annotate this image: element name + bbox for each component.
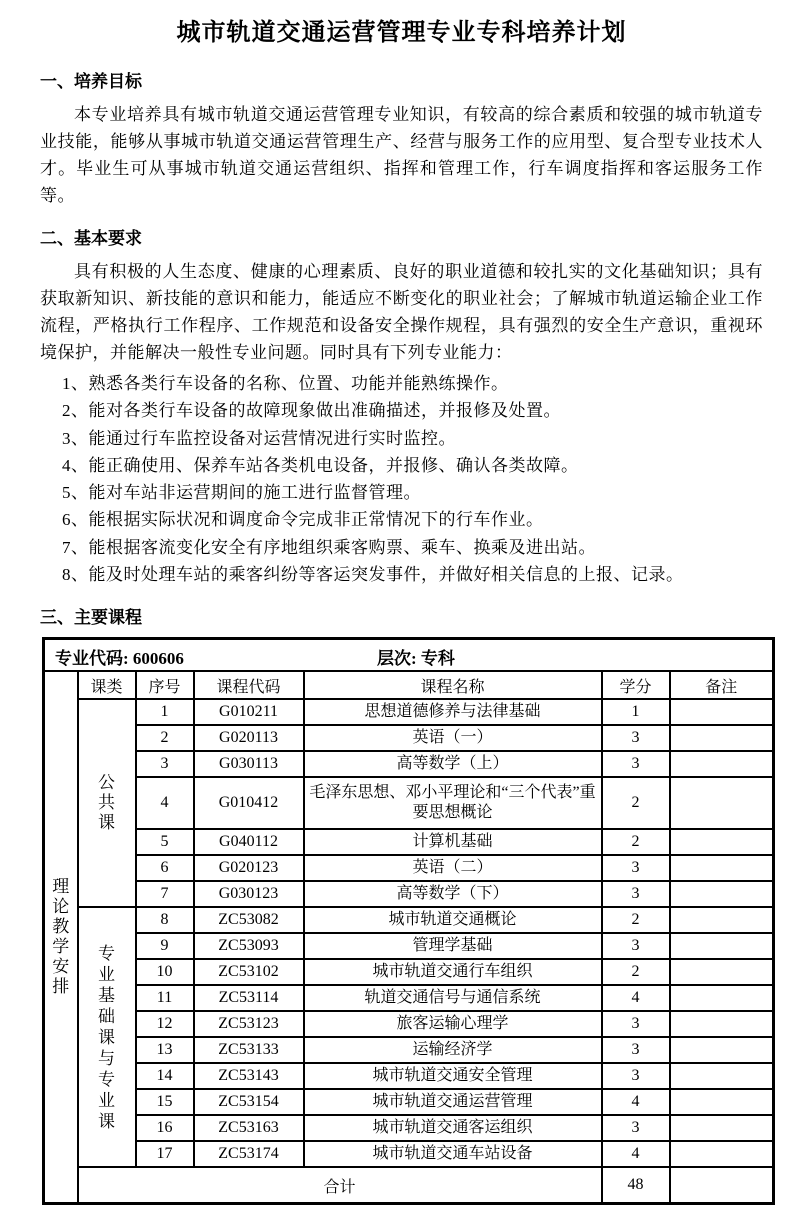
objectives-paragraph: 本专业培养具有城市轨道交通运营管理专业知识，有较高的综合素质和较强的城市轨道专业技能，能够从事城市轨道交通运营管理生产、经营与服务工作的应用型、复合型专业技术人才。毕业生可从事城市轨道交通运营组织、指挥和管理工作，行车调度指挥和客运服务工作等。 [40,105,763,205]
credits-cell: 3 [602,1063,670,1089]
requirement-item-1: 1、熟悉各类行车设备的名称、位置、功能并能熟练操作。 [62,374,509,393]
remarks-cell [670,751,774,777]
remarks-cell [670,1115,774,1141]
credits-cell: 3 [602,1115,670,1141]
major-code-label: 专业代码: 600606 [55,649,184,669]
total-label-cell: 合计 [78,1167,602,1203]
name-cell: 城市轨道交通运营管理 [304,1089,602,1115]
page-title: 城市轨道交通运营管理专业专科培养计划 [176,19,627,46]
course-row [44,699,774,725]
course-row [44,1011,774,1037]
credits-cell: 3 [602,881,670,907]
credits-cell: 3 [602,1037,670,1063]
remarks-cell [670,1037,774,1063]
remarks-cell [670,1167,774,1203]
objectives-heading: 一、培养目标 [40,72,142,91]
seq-cell: 7 [136,881,194,907]
remarks-cell [670,907,774,933]
remarks-cell [670,1063,774,1089]
table-header-row [44,671,774,699]
name-cell: 高等数学（上） [304,751,602,777]
name-cell: 旅客运输心理学 [304,1011,602,1037]
seq-cell: 2 [136,725,194,751]
code-cell: G020113 [194,725,304,751]
section-requirements [40,224,763,588]
seq-cell: 8 [136,907,194,933]
code-cell: ZC53163 [194,1115,304,1141]
name-cell: 高等数学（下） [304,881,602,907]
credits-cell: 2 [602,907,670,933]
requirement-item-8: 8、能及时处理车站的乘客纠纷等客运突发事件，并做好相关信息的上报、记录。 [62,565,684,585]
credits-cell: 4 [602,1141,670,1167]
header-name: 课程名称 [304,671,602,699]
requirement-item-2: 2、能对各类行车设备的故障现象做出准确描述，并报修及处置。 [62,401,561,421]
requirement-item-5: 5、能对车站非运营期间的施工进行监督管理。 [62,483,421,503]
credits-cell: 3 [602,855,670,881]
theory-arrangement-cell [44,671,78,1203]
seq-cell: 3 [136,751,194,777]
header-credits: 学分 [602,671,670,699]
credits-cell: 3 [602,933,670,959]
credits-cell: 3 [602,751,670,777]
table-info-cell [44,639,774,672]
level-label: 层次: 专科 [377,649,455,669]
code-cell: G010211 [194,699,304,725]
code-cell: ZC53102 [194,959,304,985]
section-objectives [40,67,763,209]
name-cell: 城市轨道交通客运组织 [304,1115,602,1141]
course-row [44,1089,774,1115]
course-row [44,829,774,855]
code-cell: ZC53123 [194,1011,304,1037]
credits-cell: 4 [602,985,670,1011]
seq-cell: 13 [136,1037,194,1063]
header-code: 课程代码 [194,671,304,699]
requirement-item-7: 7、能根据客流变化安全有序地组织乘客购票、乘车、换乘及进出站。 [62,537,596,557]
course-row [44,855,774,881]
name-cell: 城市轨道交通行车组织 [304,959,602,985]
name-cell: 城市轨道交通车站设备 [304,1141,602,1167]
seq-cell: 15 [136,1089,194,1115]
requirements-list [40,370,763,588]
credits-cell: 2 [602,959,670,985]
name-cell: 思想道德修养与法律基础 [304,699,602,725]
remarks-cell [670,1089,774,1115]
course-row [44,1037,774,1063]
category-public-label: 公共课 [98,773,115,833]
total-row [44,1167,774,1203]
remarks-cell [670,1011,774,1037]
remarks-cell [670,777,774,829]
remarks-cell [670,829,774,855]
courses-heading: 三、主要课程 [40,608,142,628]
seq-cell: 16 [136,1115,194,1141]
seq-cell: 10 [136,959,194,985]
seq-cell: 6 [136,855,194,881]
course-row [44,1115,774,1141]
requirements-heading: 二、基本要求 [40,229,142,248]
courses-table [42,637,775,1205]
code-cell: G030113 [194,751,304,777]
name-cell: 毛泽东思想、邓小平理论和“三个代表”重要思想概论 [304,777,602,829]
course-row [44,933,774,959]
total-credits-cell: 48 [602,1167,670,1203]
code-cell: ZC53154 [194,1089,304,1115]
code-cell: ZC53174 [194,1141,304,1167]
code-cell: ZC53133 [194,1037,304,1063]
code-cell: ZC53082 [194,907,304,933]
requirement-item-4: 4、能正确使用、保养车站各类机电设备，并报修、确认各类故障。 [62,455,579,475]
remarks-cell [670,985,774,1011]
credits-cell: 3 [602,725,670,751]
course-row [44,907,774,933]
seq-cell: 12 [136,1011,194,1037]
course-row [44,985,774,1011]
table-info-row [44,639,774,672]
seq-cell: 17 [136,1141,194,1167]
credits-cell: 4 [602,1089,670,1115]
remarks-cell [670,959,774,985]
category-public-cell [78,699,136,907]
course-row [44,1063,774,1089]
name-cell: 城市轨道交通概论 [304,907,602,933]
requirement-item-3: 3、能通过行车监控设备对运营情况进行实时监控。 [62,428,456,448]
code-cell: ZC53143 [194,1063,304,1089]
credits-cell: 2 [602,829,670,855]
code-cell: G020123 [194,855,304,881]
credits-cell: 1 [602,699,670,725]
seq-cell: 9 [136,933,194,959]
header-seq: 序号 [136,671,194,699]
name-cell: 运输经济学 [304,1037,602,1063]
credits-cell: 2 [602,777,670,829]
seq-cell: 5 [136,829,194,855]
seq-cell: 14 [136,1063,194,1089]
name-cell: 英语（一） [304,725,602,751]
name-cell: 计算机基础 [304,829,602,855]
name-cell: 英语（二） [304,855,602,881]
name-cell: 轨道交通信号与通信系统 [304,985,602,1011]
course-row [44,881,774,907]
course-row [44,1141,774,1167]
code-cell: G040112 [194,829,304,855]
remarks-cell [670,881,774,907]
name-cell: 城市轨道交通安全管理 [304,1063,602,1089]
seq-cell: 1 [136,699,194,725]
seq-cell: 11 [136,985,194,1011]
course-row [44,777,774,829]
theory-arrangement-label: 理论教学安排 [52,877,70,997]
header-category: 课类 [78,671,136,699]
course-row [44,751,774,777]
remarks-cell [670,725,774,751]
name-cell: 管理学基础 [304,933,602,959]
seq-cell: 4 [136,777,194,829]
code-cell: G030123 [194,881,304,907]
code-cell: ZC53093 [194,933,304,959]
remarks-cell [670,855,774,881]
category-professional-label: 专业基础课与专业课 [98,943,115,1131]
code-cell: G010412 [194,777,304,829]
remarks-cell [670,699,774,725]
category-professional-cell [78,907,136,1167]
remarks-cell [670,1141,774,1167]
header-remarks: 备注 [670,671,774,699]
remarks-cell [670,933,774,959]
credits-cell: 3 [602,1011,670,1037]
requirement-item-6: 6、能根据实际状况和调度命令完成非正常情况下的行车作业。 [62,510,544,530]
course-row [44,959,774,985]
code-cell: ZC53114 [194,985,304,1011]
requirements-paragraph: 具有积极的人生态度、健康的心理素质、良好的职业道德和较扎实的文化基础知识；具有获取新知识、新技能的意识和能力，能适应不断变化的职业社会；了解城市轨道运输企业工作流程，严格执行工作程序、工作规范和设备安全操作规程，具有强烈的安全生产意识，重视环境保护，并能解决一般性专业问题。同时具有下列专业能力： [40,262,763,362]
course-row [44,725,774,751]
